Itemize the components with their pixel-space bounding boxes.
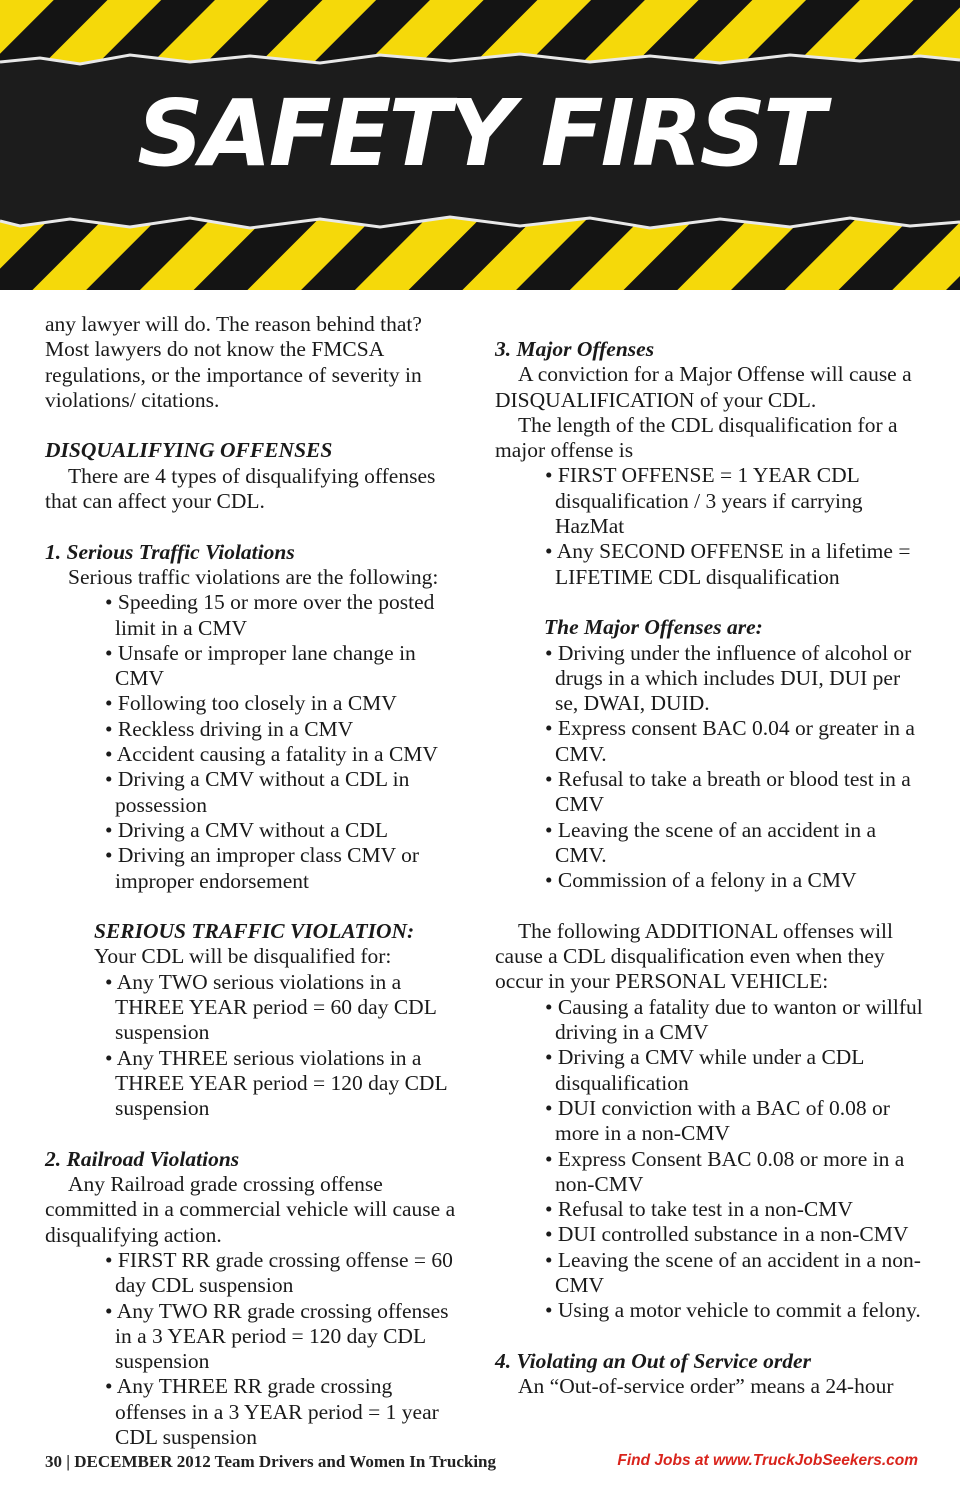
page-footer — [45, 1452, 918, 1476]
safety-first-banner — [0, 0, 960, 290]
serious-traffic-violation-list — [45, 970, 465, 1122]
disqualifying-offenses-text: There are 4 types of disqualifying offenses that can affect your CDL. — [45, 463, 436, 514]
major-offenses-heading: 3. Major Offenses — [495, 337, 655, 361]
list-item: • Driving a CMV without a CDL in possession — [105, 767, 465, 818]
left-column — [45, 312, 465, 1450]
list-item: • Any THREE serious violations in a THREE YEAR period = 120 day CDL suspension — [105, 1046, 465, 1122]
list-item: • Accident causing a fatality in a CMV — [105, 742, 465, 767]
railroad-violations-text: Any Railroad grade crossing offense committed in a commercial vehicle will cause a disqualifying action. — [45, 1172, 456, 1247]
additional-offenses-text: The following ADDITIONAL offenses will cause a CDL disqualification even when they occur in your PERSONAL VEHICLE: — [495, 918, 893, 994]
intro-paragraph: any lawyer will do. The reason behind that? Most lawyers do not know the FMCSA regulations, or the importance of severity in violations/ citations. — [45, 312, 422, 412]
list-item: • Driving an improper class CMV or improper endorsement — [105, 843, 465, 894]
list-item: • Unsafe or improper lane change in CMV — [105, 641, 465, 692]
list-item: • DUI controlled substance in a non-CMV — [545, 1222, 925, 1247]
banner-title: SAFETY FIRST — [137, 80, 823, 187]
major-offenses-list — [495, 641, 925, 894]
serious-traffic-violation-subheading: SERIOUS TRAFFIC VIOLATION: — [94, 919, 415, 944]
railroad-violations-heading: 2. Railroad Violations — [45, 1146, 240, 1171]
list-item: • Driving a CMV while under a CDL disqualification — [545, 1045, 925, 1096]
serious-traffic-violations-list — [45, 590, 465, 894]
serious-traffic-violations-intro: Serious traffic violations are the following: — [68, 564, 439, 589]
serious-traffic-violations-heading: 1. Serious Traffic Violations — [45, 539, 295, 564]
list-item: • Leaving the scene of an accident in a CMV. — [545, 818, 925, 869]
list-item: • Speeding 15 or more over the posted limit in a CMV — [105, 590, 465, 641]
serious-traffic-violation-intro: Your CDL will be disqualified for: — [94, 944, 392, 969]
additional-offenses-list — [495, 995, 925, 1324]
list-item: • Using a motor vehicle to commit a felony. — [545, 1298, 925, 1323]
list-item: • Causing a fatality due to wanton or willful driving in a CMV — [545, 995, 925, 1046]
list-item: • FIRST OFFENSE = 1 YEAR CDL disqualification / 3 years if carrying HazMat — [545, 463, 925, 539]
disqualifying-offenses-heading: DISQUALIFYING OFFENSES — [45, 438, 333, 463]
list-item: • Driving under the influence of alcohol or drugs in a which includes DUI, DUI per se, DWAI, DUID. — [545, 641, 925, 717]
right-column — [495, 337, 925, 1399]
major-offenses-text-2: The length of the CDL disqualification for a major offense is — [495, 412, 898, 463]
footer-jobs-link[interactable]: Find Jobs at www.TruckJobSeekers.com — [617, 1452, 918, 1469]
list-item: • Refusal to take test in a non-CMV — [545, 1197, 925, 1222]
list-item: • Express consent BAC 0.04 or greater in a CMV. — [545, 716, 925, 767]
list-item: • FIRST RR grade crossing offense = 60 day CDL suspension — [105, 1248, 465, 1299]
major-offenses-text-1: A conviction for a Major Offense will cause a DISQUALIFICATION of your CDL. — [495, 362, 912, 412]
major-offenses-subheading: The Major Offenses are: — [544, 615, 763, 640]
list-item: • Any TWO serious violations in a THREE YEAR period = 60 day CDL suspension — [105, 970, 465, 1046]
list-item: • DUI conviction with a BAC of 0.08 or more in a non-CMV — [545, 1096, 925, 1147]
list-item: • Driving a CMV without a CDL — [105, 818, 465, 843]
list-item: • Following too closely in a CMV — [105, 691, 465, 716]
list-item: • Leaving the scene of an accident in a non-CMV — [545, 1248, 925, 1299]
list-item: • Any SECOND OFFENSE in a lifetime = LIFETIME CDL disqualification — [545, 539, 925, 590]
railroad-violations-list — [45, 1248, 465, 1450]
list-item: • Reckless driving in a CMV — [105, 717, 465, 742]
list-item: • Any TWO RR grade crossing offenses in a 3 YEAR period = 120 day CDL suspension — [105, 1299, 465, 1375]
list-item: • Any THREE RR grade crossing offenses in a 3 YEAR period = 1 year CDL suspension — [105, 1374, 465, 1450]
major-offenses-penalty-list — [495, 463, 925, 589]
footer-page-info: 30 | DECEMBER 2012 Team Drivers and Women In Trucking — [45, 1452, 496, 1471]
list-item: • Express Consent BAC 0.08 or more in a non-CMV — [545, 1147, 925, 1198]
out-of-service-heading: 4. Violating an Out of Service order — [495, 1348, 811, 1373]
out-of-service-text: An “Out-of-service order” means a 24-hour — [518, 1374, 894, 1399]
list-item: • Commission of a felony in a CMV — [545, 868, 925, 893]
list-item: • Refusal to take a breath or blood test in a CMV — [545, 767, 925, 818]
